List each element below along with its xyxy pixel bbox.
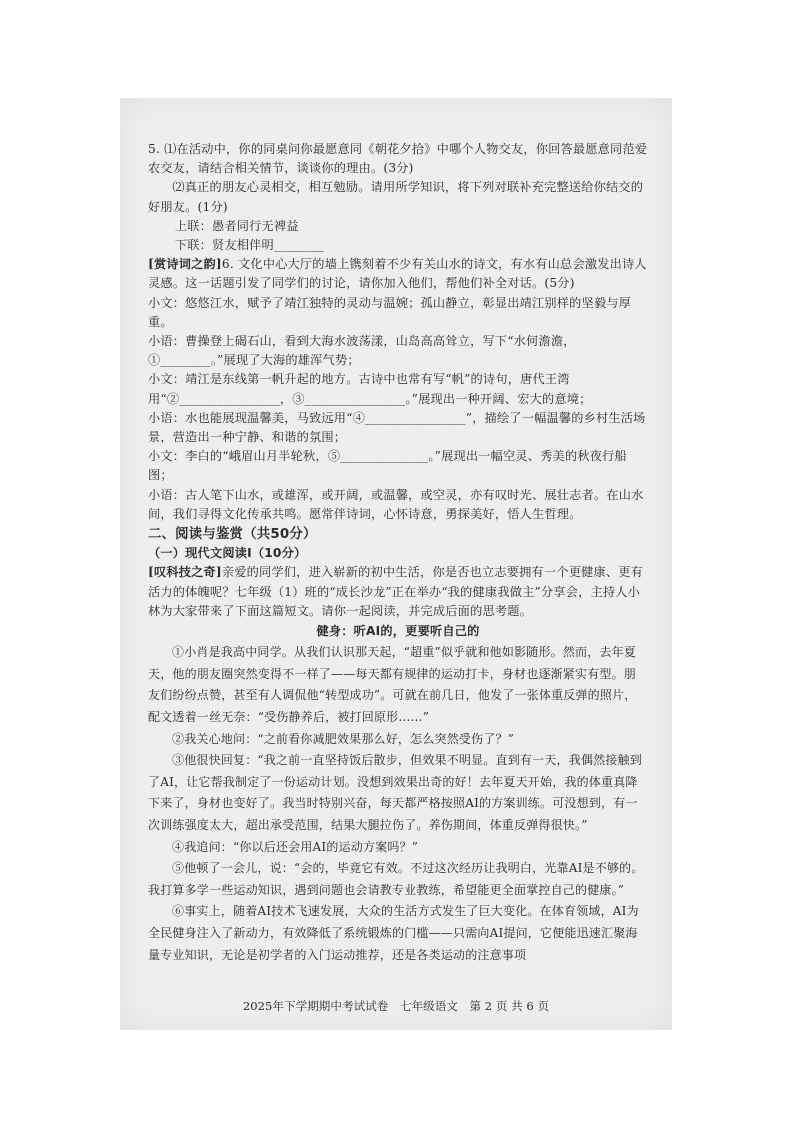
section-tag: [叹科技之奇] bbox=[148, 565, 222, 580]
question-5-part-2: ⑵真正的朋友心灵相交，相互勉励。请用所学知识，将下列对联补充完整送给你结交的好朋友。(1分) bbox=[148, 180, 644, 214]
essay-paragraph-2: ②我关心地问：“之前看你减肥效果那么好，怎么突然受伤了？” bbox=[172, 731, 515, 746]
dialogue-5: 小文：李白的“峨眉山月半轮秋，⑤______________。”展现出一幅空灵、秀美的秋夜行船图； bbox=[148, 449, 627, 483]
dialogue-3: 小文：靖江是东线第一帆升起的地方。古诗中也常有写“帆”的诗句，唐代王湾用“②________________，③________________。”展现出一种开阔、宏大的意境； bbox=[148, 372, 592, 406]
dialogue-6: 小语：古人笔下山水，或雄浑，或开阔，或温馨，或空灵，亦有叹时光、展壮志者。在山水间，我们寻得文化传承共鸣。愿常伴诗词，心怀诗意，勇探美好，悟人生哲理。 bbox=[148, 487, 644, 521]
section-heading: 二、阅读与鉴赏（共50分） bbox=[148, 527, 317, 543]
essay-paragraph-3: ③他很快回复：“我之前一直坚持饭后散步，但效果不明显。直到有一天，我偶然接触到了AI，让它帮我制定了一份运动计划。没想到效果出奇的好！去年夏天开始，我的体重真降下来了，身材也变好了。我当时特别兴奋，每天都严格按照AI的方案训练。可没想到，有一次训练强度太大，超出承受范围，结果大腿拉伤了。养伤期间，体重反弹得很快。” bbox=[148, 753, 642, 833]
section-intro-text: 亲爱的同学们，进入崭新的初中生活，你是否也立志要拥有一个更健康、更有活力的体魄呢？七年级（1）班的“成长沙龙”正在举办“我的健康我做主”分享会，主持人小林为大家带来了下面这篇短文。请你一起阅读，并完成后面的思考题。 bbox=[148, 565, 644, 618]
couplet-lower: 下联：贤友相伴明________ bbox=[174, 238, 325, 253]
question-5-part-1: 5. ⑴在活动中，你的同桌问你最愿意同《朝花夕拾》中哪个人物交友，你回答最愿意同范爱农交友，请结合相关情节，谈谈你的理由。(3分) bbox=[148, 142, 648, 176]
question-6-text: 6. 文化中心大厅的墙上镌刻着不少有关山水的诗文，有水有山总会激发出诗人灵感。这一话题引发了同学们的讨论，请你加入他们，帮他们补全对话。(5分) bbox=[148, 257, 647, 291]
section-intro bbox=[148, 563, 648, 621]
essay-title: 健身：听AI的，更要听自己的 bbox=[316, 624, 480, 639]
essay-body bbox=[148, 642, 648, 966]
page-footer: 2025年下学期期中考试试卷 七年级语文 第 2 页 共 6 页 bbox=[242, 999, 550, 1013]
essay-paragraph-6: ⑥事实上，随着AI技术飞速发展，大众的生活方式发生了巨大变化。在体育领域，AI为全民健身注入了新动力，有效降低了系统锻炼的门槛——只需向AI提问，它便能迅速汇聚海量专业知识，无论是初学者的入门运动推荐，还是各类运动的注意事项 bbox=[148, 904, 639, 962]
essay-paragraph-1: ①小肖是我高中同学。从我们认识那天起，“超重”似乎就和他如影随形。然而，去年夏天，他的朋友圈突然变得不一样了——每天都有规律的运动打卡，身材也逐渐紧实有型。朋友们纷纷点赞，甚至有人调侃他“转型成功”。可就在前几日，他发了一张体重反弹的照片，配文透着一丝无奈：“受伤静养后，被打回原形……” bbox=[148, 645, 637, 725]
subsection-heading: （一）现代文阅读Ⅰ（10分） bbox=[148, 546, 307, 561]
dialogue-1: 小文：悠悠江水，赋予了靖江独特的灵动与温婉；孤山静立，彰显出靖江别样的坚毅与厚重。 bbox=[148, 295, 632, 329]
couplet-upper: 上联：愚者同行无裨益 bbox=[174, 218, 299, 233]
dialogue-2: 小语：曹操登上碣石山，看到大海水波荡漾，山岛高高耸立，写下“水何澹澹，①________。”展现了大海的雄浑气势； bbox=[148, 334, 576, 368]
essay-paragraph-4: ④我追问：“你以后还会用AI的运动方案吗？” bbox=[172, 839, 419, 854]
question-6-intro bbox=[148, 255, 648, 293]
page-content bbox=[148, 140, 648, 966]
essay-paragraph-5: ⑤他顿了一会儿，说：“会的，毕竟它有效。不过这次经历让我明白，光靠AI是不够的。我打算多学一些运动知识，遇到问题也会请教专业教练，希望能更全面掌控自己的健康。” bbox=[148, 861, 644, 897]
question-6-tag: [赏诗词之韵] bbox=[148, 257, 222, 272]
dialogue-4: 小语：水也能展现温馨美，马致远用“④________________”，描绘了一幅温馨的乡村生活场景，营造出一种宁静、和谐的氛围； bbox=[148, 410, 646, 445]
